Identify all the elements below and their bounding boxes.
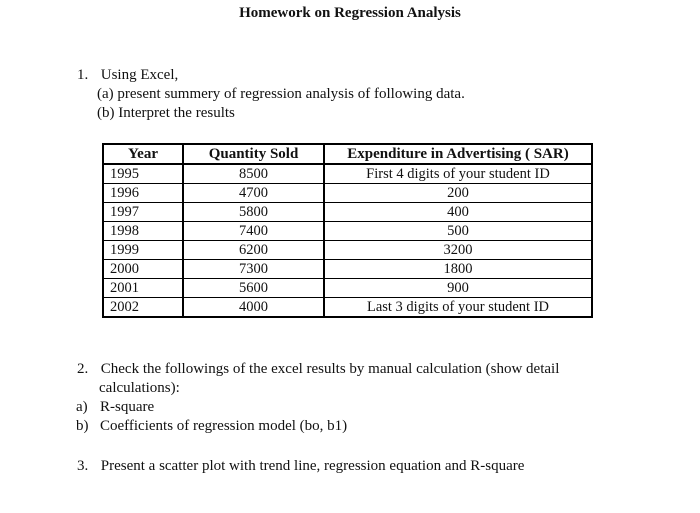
cell-quantity-sold: 4000	[183, 298, 324, 318]
table-row	[103, 279, 592, 298]
question-1-intro	[77, 66, 465, 85]
cell-quantity-sold: 4700	[183, 184, 324, 203]
table-row	[103, 222, 592, 241]
table-row	[103, 241, 592, 260]
cell-year: 1997	[103, 203, 183, 222]
question-2	[77, 360, 637, 436]
part-a-text: R-square	[100, 399, 155, 415]
cell-expenditure: 3200	[324, 241, 592, 260]
header-quantity-sold: Quantity Sold	[183, 144, 324, 164]
cell-expenditure: First 4 digits of your student ID	[324, 164, 592, 184]
cell-year: 1999	[103, 241, 183, 260]
cell-quantity-sold: 5800	[183, 203, 324, 222]
data-table	[102, 143, 593, 318]
question-2-line-1	[77, 360, 637, 379]
question-1-text: Using Excel,	[100, 67, 179, 83]
question-2-line-2: calculations):	[99, 380, 180, 396]
cell-year: 1998	[103, 222, 183, 241]
question-2-number: 2.	[77, 361, 89, 377]
question-1-part-a: (a) present summery of regression analysis of following data.	[97, 86, 465, 102]
part-a-label: a)	[76, 399, 88, 415]
header-expenditure: Expenditure in Advertising ( SAR)	[324, 144, 592, 164]
question-2-part-a	[76, 398, 637, 417]
part-b-text: Coefficients of regression model (bo, b1)	[100, 418, 348, 434]
question-2-text: Check the followings of the excel results by manual calculation (show detail	[100, 361, 560, 377]
cell-year: 2002	[103, 298, 183, 318]
table-row	[103, 260, 592, 279]
table-row	[103, 298, 592, 318]
cell-expenditure: 500	[324, 222, 592, 241]
cell-expenditure: Last 3 digits of your student ID	[324, 298, 592, 318]
table-header-row	[103, 144, 592, 164]
cell-year: 1995	[103, 164, 183, 184]
cell-expenditure: 1800	[324, 260, 592, 279]
cell-year: 2000	[103, 260, 183, 279]
cell-expenditure: 400	[324, 203, 592, 222]
part-b-label: b)	[76, 418, 89, 434]
cell-year: 2001	[103, 279, 183, 298]
cell-quantity-sold: 7400	[183, 222, 324, 241]
question-1	[77, 66, 465, 123]
cell-quantity-sold: 7300	[183, 260, 324, 279]
question-3-text: Present a scatter plot with trend line, regression equation and R-square	[100, 458, 525, 474]
cell-expenditure: 200	[324, 184, 592, 203]
question-2-part-b	[76, 417, 637, 436]
question-1-part-b: (b) Interpret the results	[97, 105, 235, 121]
cell-expenditure: 900	[324, 279, 592, 298]
cell-quantity-sold: 8500	[183, 164, 324, 184]
question-3-number: 3.	[77, 458, 89, 474]
document-title: Homework on Regression Analysis	[239, 5, 461, 21]
question-1-number: 1.	[77, 67, 89, 83]
cell-quantity-sold: 5600	[183, 279, 324, 298]
table-row	[103, 164, 592, 184]
question-3	[77, 458, 524, 475]
table-row	[103, 184, 592, 203]
cell-quantity-sold: 6200	[183, 241, 324, 260]
header-year: Year	[103, 144, 183, 164]
table-row	[103, 203, 592, 222]
cell-year: 1996	[103, 184, 183, 203]
